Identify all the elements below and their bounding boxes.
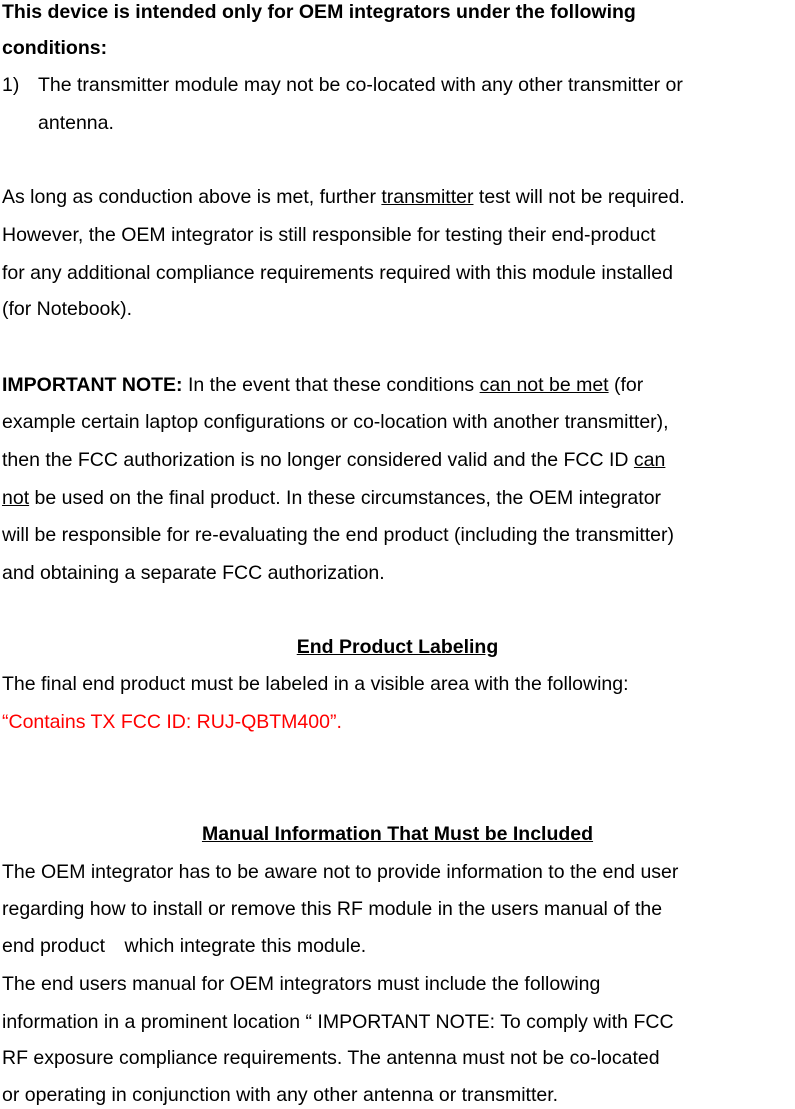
important-note-label: IMPORTANT NOTE: bbox=[2, 374, 183, 396]
manual-line6: RF exposure compliance requirements. The antenna must not be co-located bbox=[2, 1047, 660, 1069]
manual-line7: or operating in conjunction with any other antenna or transmitter. bbox=[2, 1084, 559, 1106]
can-not-be-met-underlined: can not be met bbox=[479, 374, 609, 396]
para1-text: As long as conduction above is met, further bbox=[2, 186, 382, 208]
para1-line1 bbox=[2, 185, 685, 209]
not-underlined: not bbox=[2, 487, 30, 509]
manual-line2: regarding how to install or remove this RF module in the users manual of the bbox=[2, 898, 663, 920]
transmitter-underlined: transmitter bbox=[381, 186, 474, 208]
fcc-id-label-text: “Contains TX FCC ID: RUJ-QBTM400”. bbox=[2, 711, 342, 733]
para1-line2: However, the OEM integrator is still responsible for testing their end-product bbox=[2, 224, 656, 246]
important-line4-text: be used on the final product. In these circumstances, the OEM integrator bbox=[29, 487, 662, 509]
para1-text-after: test will not be required. bbox=[473, 186, 685, 208]
important-line4 bbox=[2, 486, 661, 510]
para1-line4: (for Notebook). bbox=[2, 298, 133, 320]
manual-line3: end product which integrate this module. bbox=[2, 935, 367, 957]
important-line2: example certain laptop configurations or co-location with another transmitter), bbox=[2, 411, 669, 433]
important-text-after: (for bbox=[608, 374, 644, 396]
condition-item-number: 1) bbox=[2, 74, 20, 96]
important-line3 bbox=[2, 448, 665, 472]
condition-item-1 bbox=[2, 73, 683, 97]
conditions-heading-line2: conditions: bbox=[2, 37, 108, 59]
important-line6: and obtaining a separate FCC authorization. bbox=[2, 562, 385, 584]
condition-item-text: The transmitter module may not be co-located with any other transmitter or bbox=[38, 74, 683, 96]
labeling-line1: The final end product must be labeled in a visible area with the following: bbox=[2, 673, 629, 695]
important-line5: will be responsible for re-evaluating the end product (including the transmitter) bbox=[2, 524, 675, 546]
important-line3-text: then the FCC authorization is no longer considered valid and the FCC ID bbox=[2, 449, 634, 471]
manual-line1: The OEM integrator has to be aware not to provide information to the end user bbox=[2, 861, 679, 883]
important-text: In the event that these conditions bbox=[182, 374, 480, 396]
important-line1 bbox=[2, 373, 643, 397]
para1-line3: for any additional compliance requirements required with this module installed bbox=[2, 262, 673, 284]
manual-information-title: Manual Information That Must be Included bbox=[201, 823, 594, 845]
can-underlined: can bbox=[633, 449, 666, 471]
end-product-labeling-title: End Product Labeling bbox=[296, 636, 499, 658]
conditions-heading-line1: This device is intended only for OEM integrators under the following bbox=[2, 1, 636, 23]
condition-item-1-cont: antenna. bbox=[38, 112, 114, 134]
manual-line5: information in a prominent location “ IMPORTANT NOTE: To comply with FCC bbox=[2, 1011, 674, 1033]
manual-line4: The end users manual for OEM integrators must include the following bbox=[2, 973, 601, 995]
